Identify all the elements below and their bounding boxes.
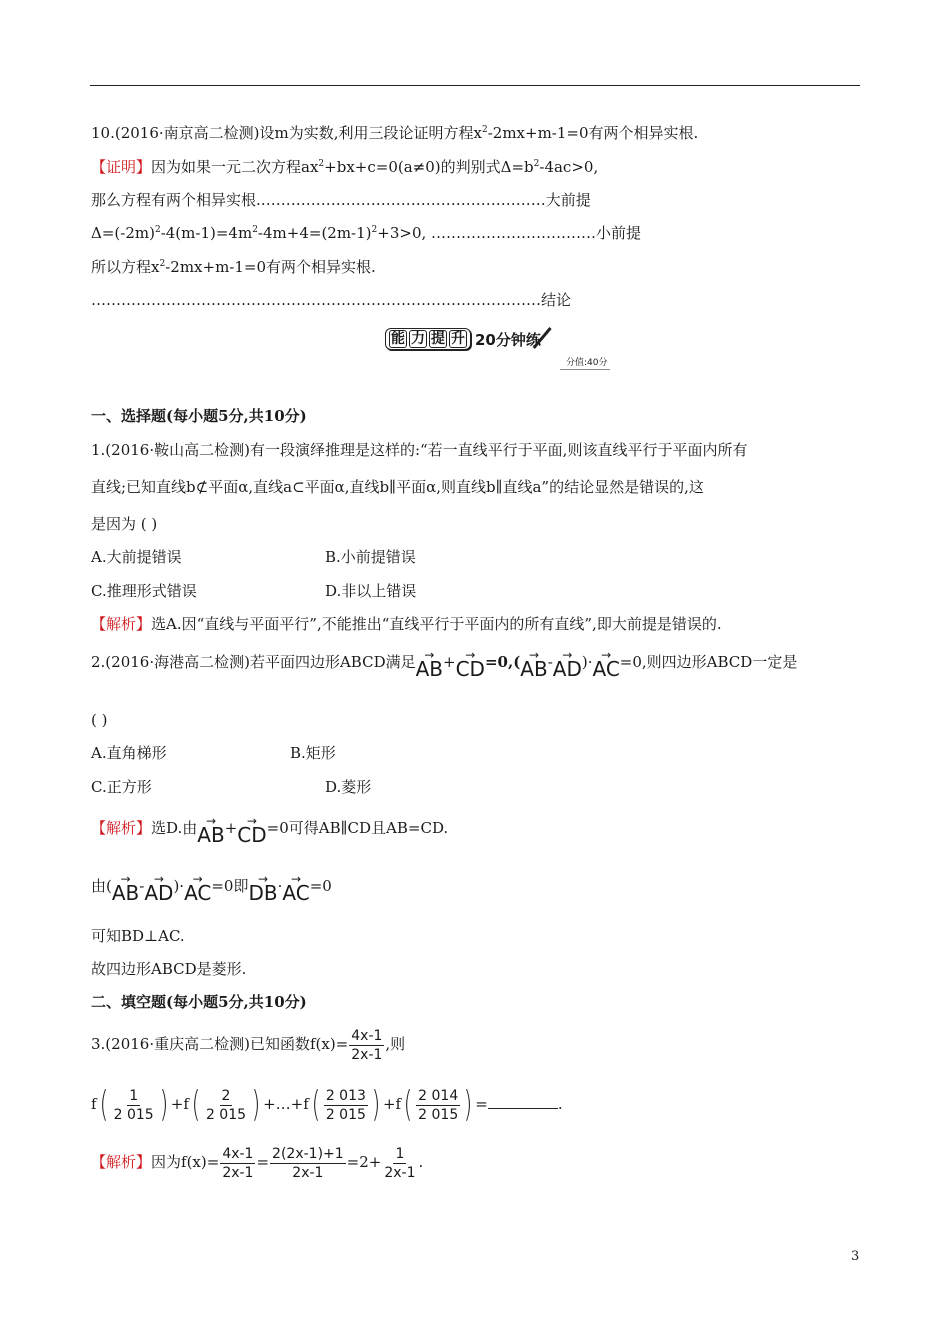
badge-text: 20分钟练 [475,330,541,349]
vector-cd: → CD [456,653,485,679]
q2-option-b: B.矩形 [290,744,336,762]
vector-db: → DB [248,877,277,903]
q10-conclusion-label: ………………………………………………………………………………结论 [91,291,572,309]
q2-analysis-line2: 由(→ AB-→ AD)·→ AC=0即→ DB·→ AC=0 [91,876,332,903]
vector-ad: → AD [553,653,582,679]
q2-option-c: C.正方形 [91,778,152,796]
q1-option-d: D.非以上错误 [325,582,417,600]
q1-option-b: B.小前提错误 [325,548,416,566]
vector-cd: → CD [237,819,266,845]
q10-minor-premise: $\Delta=(-2m)^2-4(m-1)=4m^2-4m+4=(2m-1)^2+3>0$, ……………………………小前提 [91,224,642,242]
q10-conclusion-line: 所以方程$x^2-2mx+m-1=0$有两个相异实根. [91,258,376,276]
analysis-tag: 【解析】 [91,615,152,633]
q1-option-a: A.大前提错误 [91,548,182,566]
analysis-tag: 【解析】 [91,819,152,837]
q3-expression: f( $\frac{1}{2 015}$ ) +f( $\frac{2}{2 015}$ ) +…+f( $\frac{2 013}{2 015}$ ) +f( $\frac{2 014}{2 015}$ ) = . [91,1084,563,1125]
vector-ab: → AB [416,653,443,679]
answer-blank [488,1094,558,1109]
q2-answer-paren: ( ) [91,711,108,729]
q2-option-d: D.菱形 [325,778,372,796]
q10-statement: 10.(2016·南京高二检测)设m为实数,利用三段论证明方程$x^2-2mx+m-1=0$有两个相异实根. [91,124,699,142]
q2-analysis-line1: 【解析】选D.由→ AB+→ CD=0可得AB∥CD且AB=CD. [91,818,448,845]
section-heading-fill: 二、填空题(每小题5分,共10分) [91,993,307,1011]
q3-analysis: 【解析】因为f(x)= $\frac{4x-1}{2x-1}$ = $\frac{2(2x-1)+1}{2x-1}$ =2+ $\frac{1}{2x-1}$ . [91,1145,424,1181]
vector-ab: → AB [112,877,139,903]
pen-stroke-icon [543,328,561,350]
header-rule [90,85,860,86]
fraction: $\frac{4x-1}{2x-1}$ [351,1027,383,1063]
q1-line3: 是因为 ( ) [91,515,158,533]
q2-analysis-line3: 可知BD⊥AC. [91,927,185,945]
q1-line2: 直线;已知直线b⊄平面α,直线a⊂平面α,直线b∥平面α,则直线b∥直线a”的结论显然是错误的,这 [91,478,704,496]
badge-chip: 能 力 提 升 [385,328,471,350]
vector-ac: → AC [282,877,309,903]
page-number: 3 [851,1249,860,1264]
vector-ad: → AD [144,877,173,903]
vector-ab: → AB [520,653,547,679]
analysis-tag: 【解析】 [91,1153,152,1171]
proof-tag: 【证明】 [91,158,152,176]
q3-statement: 3.(2016·重庆高二检测)已知函数f(x)= $\frac{4x-1}{2x-1}$ ,则 [91,1027,406,1063]
vector-ac: → AC [184,877,211,903]
section-heading-choice: 一、选择题(每小题5分,共10分) [91,407,307,425]
q10-major-premise: 那么方程有两个相异实根.…………………………………………………大前提 [91,191,591,209]
q1-analysis: 【解析】选A.因“直线与平面平行”,不能推出“直线平行于平面内的所有直线”,即大前提是错误的. [91,615,722,633]
vector-ab: → AB [197,819,224,845]
score-label: 分值:40分 [560,355,610,370]
q1-line1: 1.(2016·鞍山高二检测)有一段演绎推理是这样的:“若一直线平行于平面,则该直线平行于平面内所有 [91,441,748,459]
q2-option-a: A.直角梯形 [91,744,167,762]
section-badge [385,326,561,352]
q2-analysis-line4: 故四边形ABCD是菱形. [91,960,247,978]
q2-statement: 2.(2016·海港高二检测)若平面四边形ABCD满足→ AB+→ CD=0,(→ AB-→ AD)·→ AC=0,则四边形ABCD一定是 [91,652,797,679]
vector-ac: → AC [593,653,620,679]
q1-option-c: C.推理形式错误 [91,582,197,600]
q10-proof-line1: 【证明】因为如果一元二次方程$ax^2+bx+c=0(a\ne 0)$的判别式$\Delta=b^2-4ac>0$, [91,158,599,176]
